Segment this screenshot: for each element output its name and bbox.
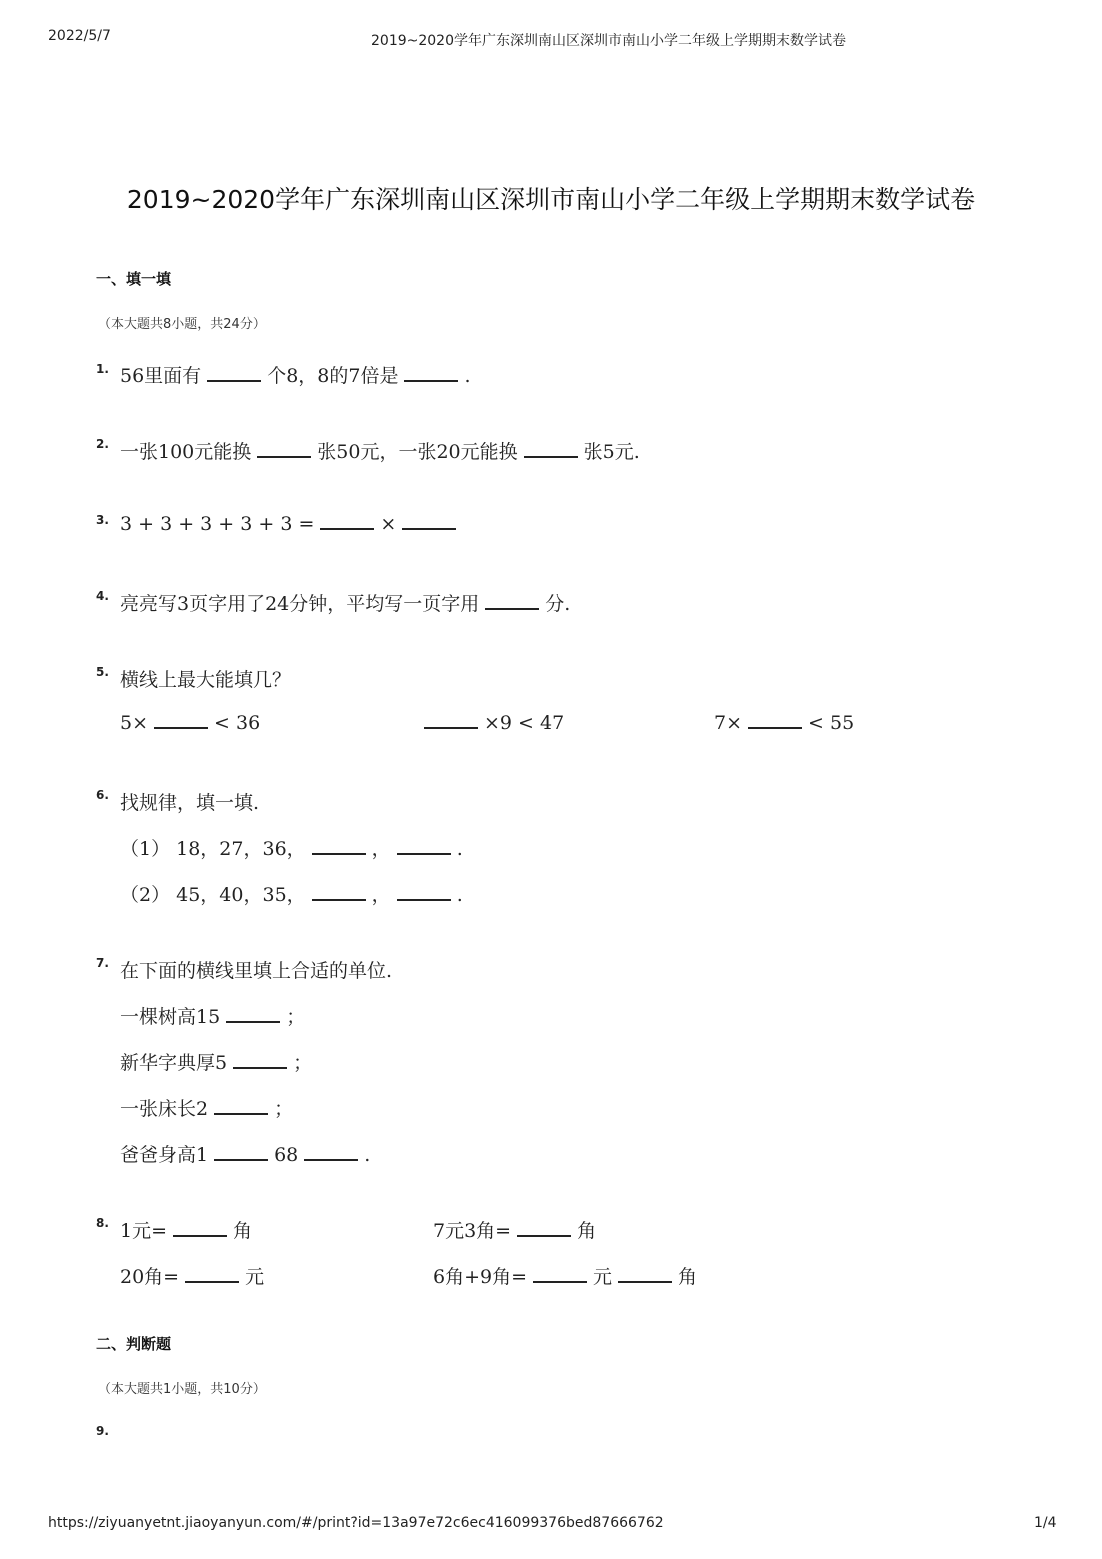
row-end: . bbox=[456, 884, 463, 906]
answer-blank[interactable] bbox=[233, 1053, 287, 1069]
question-8-b-text: 7元3角= bbox=[433, 1220, 512, 1242]
question-1-number: 1. bbox=[96, 362, 109, 376]
question-5-b bbox=[418, 712, 564, 734]
question-4-text-b: 分. bbox=[545, 593, 571, 615]
answer-blank[interactable] bbox=[154, 713, 208, 729]
question-8-c bbox=[120, 1262, 264, 1289]
question-2 bbox=[120, 437, 640, 464]
question-1-text-b: 个8，8的7倍是 bbox=[267, 365, 399, 387]
answer-blank[interactable] bbox=[533, 1267, 587, 1283]
question-7-line-1 bbox=[120, 1002, 305, 1029]
question-8-d bbox=[433, 1262, 697, 1289]
question-3-number: 3. bbox=[96, 513, 109, 527]
section-1-note: （本大题共8小题，共24分） bbox=[98, 317, 266, 332]
line-end: ； bbox=[274, 1098, 294, 1120]
answer-blank[interactable] bbox=[226, 1007, 280, 1023]
document-title: 2019~2020学年广东深圳南山区深圳市南山小学二年级上学期期末数学试卷 bbox=[126, 185, 976, 214]
question-7-line-4-mid: 68 bbox=[274, 1144, 299, 1166]
row-end: . bbox=[456, 838, 463, 860]
answer-blank[interactable] bbox=[207, 366, 261, 382]
section-2-title: 二、判断题 bbox=[96, 1335, 172, 1353]
answer-blank[interactable] bbox=[214, 1099, 268, 1115]
question-5-prompt: 横线上最大能填几？ bbox=[120, 669, 292, 691]
answer-blank[interactable] bbox=[173, 1221, 227, 1237]
answer-blank[interactable] bbox=[397, 839, 451, 855]
page-url: https://ziyuanyetnt.jiaoyanyun.com/#/print?id=13a97e72c6ec416099376bed87666762 bbox=[48, 1515, 664, 1531]
question-2-number: 2. bbox=[96, 437, 109, 451]
question-5-c-end: < 55 bbox=[808, 712, 855, 734]
answer-blank[interactable] bbox=[185, 1267, 239, 1283]
question-8-b-unit: 角 bbox=[577, 1220, 597, 1242]
question-4-text-a: 亮亮写3页字用了24分钟，平均写一页字用 bbox=[120, 593, 480, 615]
question-6-row-2-text: （2） 45，40，35， bbox=[120, 884, 306, 906]
question-8-a-text: 1元= bbox=[120, 1220, 168, 1242]
section-1-title: 一、填一填 bbox=[96, 270, 172, 288]
question-7-prompt: 在下面的横线里填上合适的单位. bbox=[120, 960, 393, 982]
separator: ， bbox=[371, 838, 391, 860]
answer-blank[interactable] bbox=[257, 442, 311, 458]
question-5-a-end: < 36 bbox=[214, 712, 261, 734]
question-7-line-4-text: 爸爸身高1 bbox=[120, 1144, 209, 1166]
question-8-c-unit: 元 bbox=[245, 1266, 265, 1288]
question-7-line-1-text: 一棵树高15 bbox=[120, 1006, 221, 1028]
answer-blank[interactable] bbox=[618, 1267, 672, 1283]
question-6-row-1-text: （1） 18，27，36， bbox=[120, 838, 306, 860]
answer-blank[interactable] bbox=[424, 713, 478, 729]
question-2-text-c: 张5元. bbox=[583, 441, 640, 463]
question-5-a-text: 5× bbox=[120, 712, 149, 734]
question-8-b bbox=[433, 1216, 596, 1243]
line-end: . bbox=[364, 1144, 371, 1166]
question-6-number: 6. bbox=[96, 788, 109, 802]
question-5-c bbox=[714, 712, 854, 734]
line-end: ； bbox=[293, 1052, 313, 1074]
question-5-a bbox=[120, 712, 260, 734]
question-7-line-2 bbox=[120, 1048, 312, 1075]
question-3 bbox=[120, 513, 462, 535]
question-8-d-text: 6角+9角= bbox=[433, 1266, 528, 1288]
answer-blank[interactable] bbox=[404, 366, 458, 382]
question-7-line-3 bbox=[120, 1094, 293, 1121]
section-2-note: （本大题共1小题，共10分） bbox=[98, 1382, 266, 1397]
answer-blank[interactable] bbox=[402, 514, 456, 530]
question-8-c-text: 20角= bbox=[120, 1266, 180, 1288]
page-number: 1/4 bbox=[1034, 1515, 1057, 1531]
question-7-line-4 bbox=[120, 1140, 370, 1167]
question-1-text-c: . bbox=[464, 365, 471, 387]
question-8-a bbox=[120, 1216, 252, 1243]
question-6-prompt: 找规律，填一填. bbox=[120, 792, 260, 814]
print-header-title: 2019~2020学年广东深圳南山区深圳市南山小学二年级上学期期末数学试卷 bbox=[371, 33, 846, 49]
answer-blank[interactable] bbox=[524, 442, 578, 458]
question-7-line-3-text: 一张床长2 bbox=[120, 1098, 209, 1120]
answer-blank[interactable] bbox=[517, 1221, 571, 1237]
answer-blank[interactable] bbox=[214, 1145, 268, 1161]
question-3-text-a: 3 + 3 + 3 + 3 + 3 = bbox=[120, 513, 315, 535]
question-2-text-b: 张50元，一张20元能换 bbox=[317, 441, 518, 463]
line-end: ； bbox=[286, 1006, 306, 1028]
answer-blank[interactable] bbox=[748, 713, 802, 729]
question-6-row-1 bbox=[120, 834, 463, 861]
answer-blank[interactable] bbox=[485, 594, 539, 610]
question-8-number: 8. bbox=[96, 1216, 109, 1230]
question-8-d-unit-2: 角 bbox=[678, 1266, 698, 1288]
question-5-c-text: 7× bbox=[714, 712, 743, 734]
question-7-number: 7. bbox=[96, 956, 109, 970]
answer-blank[interactable] bbox=[312, 839, 366, 855]
answer-blank[interactable] bbox=[312, 885, 366, 901]
question-1 bbox=[120, 361, 471, 388]
answer-blank[interactable] bbox=[304, 1145, 358, 1161]
question-6-row-2 bbox=[120, 880, 463, 907]
question-9-number: 9. bbox=[96, 1424, 109, 1438]
question-8-a-unit: 角 bbox=[233, 1220, 253, 1242]
question-5-b-text: ×9 < 47 bbox=[484, 712, 565, 734]
question-8-d-unit-1: 元 bbox=[593, 1266, 613, 1288]
question-4-number: 4. bbox=[96, 589, 109, 603]
print-date: 2022/5/7 bbox=[48, 28, 111, 44]
question-2-text-a: 一张100元能换 bbox=[120, 441, 252, 463]
question-4 bbox=[120, 589, 570, 616]
answer-blank[interactable] bbox=[320, 514, 374, 530]
question-5-number: 5. bbox=[96, 665, 109, 679]
question-3-text-b: × bbox=[380, 513, 397, 535]
question-1-text-a: 56里面有 bbox=[120, 365, 202, 387]
answer-blank[interactable] bbox=[397, 885, 451, 901]
separator: ， bbox=[371, 884, 391, 906]
question-7-line-2-text: 新华字典厚5 bbox=[120, 1052, 228, 1074]
